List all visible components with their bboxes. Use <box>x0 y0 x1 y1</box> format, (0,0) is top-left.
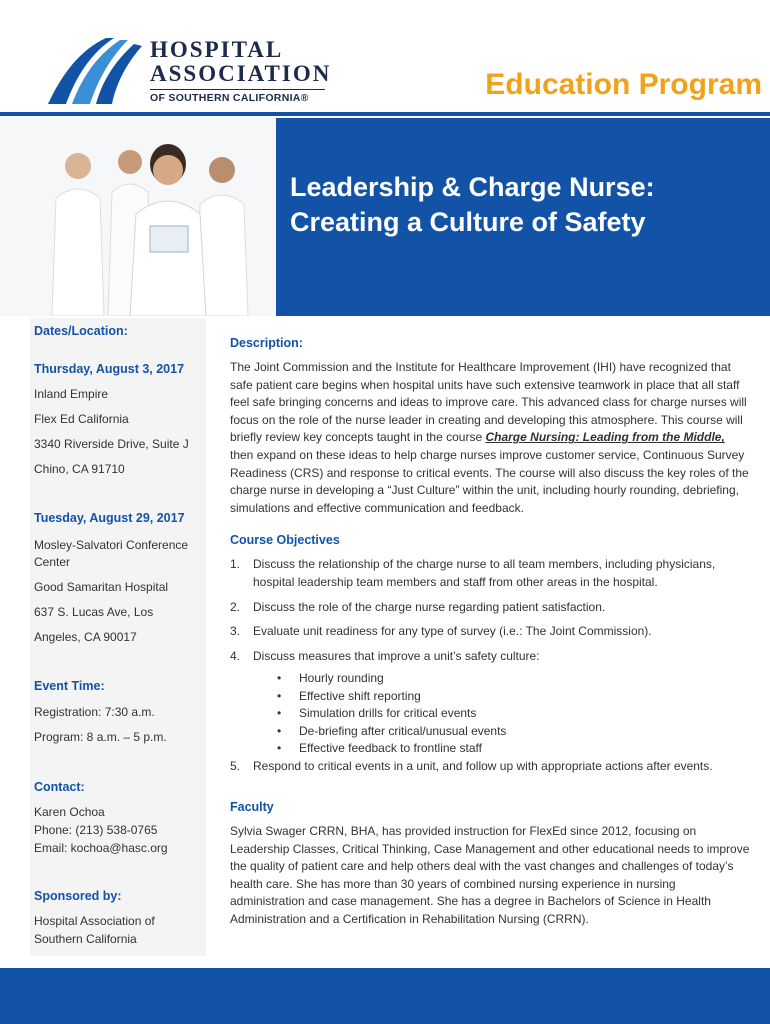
objective-item <box>230 623 750 641</box>
objectives-heading: Course Objectives <box>230 533 340 548</box>
bullet-item: • De-briefing after critical/unusual events <box>275 723 750 740</box>
header-divider <box>0 112 770 116</box>
logo-line-region: OF SOUTHERN CALIFORNIA® <box>150 89 325 104</box>
session2-line: Good Samaritan Hospital <box>34 580 169 594</box>
session1-line: Chino, CA 91710 <box>34 462 125 476</box>
main-content <box>230 336 750 929</box>
course-name-emphasis: Charge Nursing: Leading from the Middle, <box>485 430 725 445</box>
course-title-line1: Leadership & Charge Nurse: <box>290 172 655 202</box>
bullet-item: • Effective feedback to frontline staff <box>275 740 750 757</box>
sidebar-info <box>30 318 206 956</box>
logo-line-hospital: HOSPITAL <box>150 37 284 62</box>
sponsor-line: Southern California <box>34 932 137 946</box>
hasc-logo <box>40 36 330 106</box>
description-heading: Description: <box>230 336 303 350</box>
session1-line: 3340 Riverside Drive, Suite J <box>34 437 189 451</box>
contact-email[interactable]: Email: kochoa@hasc.org <box>34 841 168 855</box>
course-title-line2: Creating a Culture of Safety <box>290 207 646 237</box>
bullet-item: • Hourly rounding <box>275 670 750 687</box>
objective-number: 5. <box>230 759 241 774</box>
logo-line-association: ASSOCIATION <box>150 61 332 86</box>
objective-number: 2. <box>230 599 241 614</box>
footer-band <box>0 968 770 1024</box>
objective-item <box>230 599 750 617</box>
dates-heading: Dates/Location: <box>34 324 128 338</box>
contact-name: Karen Ochoa <box>34 805 105 819</box>
objective-item <box>230 648 750 758</box>
faculty-heading: Faculty <box>230 799 274 814</box>
safety-culture-bullets <box>275 670 750 757</box>
objective-number: 1. <box>230 557 241 572</box>
faculty-text: Sylvia Swager CRRN, BHA, has provided instruction for FlexEd since 2012, focusing on Leadership Classes, Critical Thinking, Case Management and other educational needs to improve the quality of patient care and help others deal with the vast changes and challenges of today’s health care. She has more than 30 years of combined nursing experience in nursing administration and case management. She has a degree in Bachelors of Science in Health Administration and a Certification in Rehabilitation Nursing (CRRN). <box>230 823 750 926</box>
hero-banner <box>276 118 770 316</box>
objective-text: Discuss measures that improve a unit’s safety culture: <box>253 648 540 663</box>
sponsor-line: Hospital Association of <box>34 914 155 928</box>
objective-number: 3. <box>230 624 241 639</box>
description-text <box>230 359 750 517</box>
objective-text: Respond to critical events in a unit, and follow up with appropriate actions after events. <box>253 759 713 774</box>
objective-number: 4. <box>230 648 241 663</box>
bullet-item: • Simulation drills for critical events <box>275 705 750 722</box>
event-time-heading: Event Time: <box>34 679 105 693</box>
description-text-part: The Joint Commission and the Institute for Healthcare Improvement (IHI) have recognized that safe patient care begins when hospital units have such extensive teamwork in place that all staff feel safe bringing concerns and ideas to improve care. This advanced class for charge nurses will focus on the role of the nurse leader in creating and developing this atmosphere. This course will briefly review key concepts taught in the course <box>230 360 747 445</box>
description-text-part: then expand on these ideas to help charge nurses improve customer service, Continuous Survey Readiness (CRS) and response to critical events. The course will also discuss the key roles of the charge nurse in developing a “Just Culture” within the unit, including hourly rounding, debriefing, simulations and effective communication and feedback. <box>230 447 749 515</box>
registration-time: Registration: 7:30 a.m. <box>34 705 155 719</box>
session2-line: Angeles, CA 90017 <box>34 630 137 644</box>
contact-phone: Phone: (213) 538-0765 <box>34 823 158 837</box>
course-title <box>290 170 760 240</box>
bullet-item: • Effective shift reporting <box>275 688 750 705</box>
objective-text: Evaluate unit readiness for any type of survey (i.e.: The Joint Commission). <box>253 624 652 639</box>
objective-text: Discuss the role of the charge nurse regarding patient satisfaction. <box>253 599 606 614</box>
logo-wordmark <box>150 38 331 104</box>
session1-date: Thursday, August 3, 2017 <box>34 362 185 376</box>
objective-text: Discuss the relationship of the charge nurse to all team members, including physicians, hospital leadership team members and staff from other areas in the hospital. <box>253 557 716 589</box>
objectives-list <box>230 556 750 776</box>
session2-date: Tuesday, August 29, 2017 <box>34 511 185 525</box>
road-logo-icon <box>40 36 145 106</box>
session2-line: 637 S. Lucas Ave, Los <box>34 605 154 619</box>
program-title: Education Program <box>485 68 762 101</box>
medical-team-photo <box>0 118 276 316</box>
program-time: Program: 8 a.m. – 5 p.m. <box>34 730 167 744</box>
objective-item <box>230 758 750 776</box>
contact-heading: Contact: <box>34 780 85 794</box>
session2-line: Mosley-Salvatori Conference Center <box>34 538 189 569</box>
objective-item <box>230 556 750 591</box>
sponsor-heading: Sponsored by: <box>34 889 122 903</box>
session1-line: Inland Empire <box>34 387 109 401</box>
medical-staff-illustration-icon <box>0 118 276 316</box>
session1-line: Flex Ed California <box>34 412 129 426</box>
